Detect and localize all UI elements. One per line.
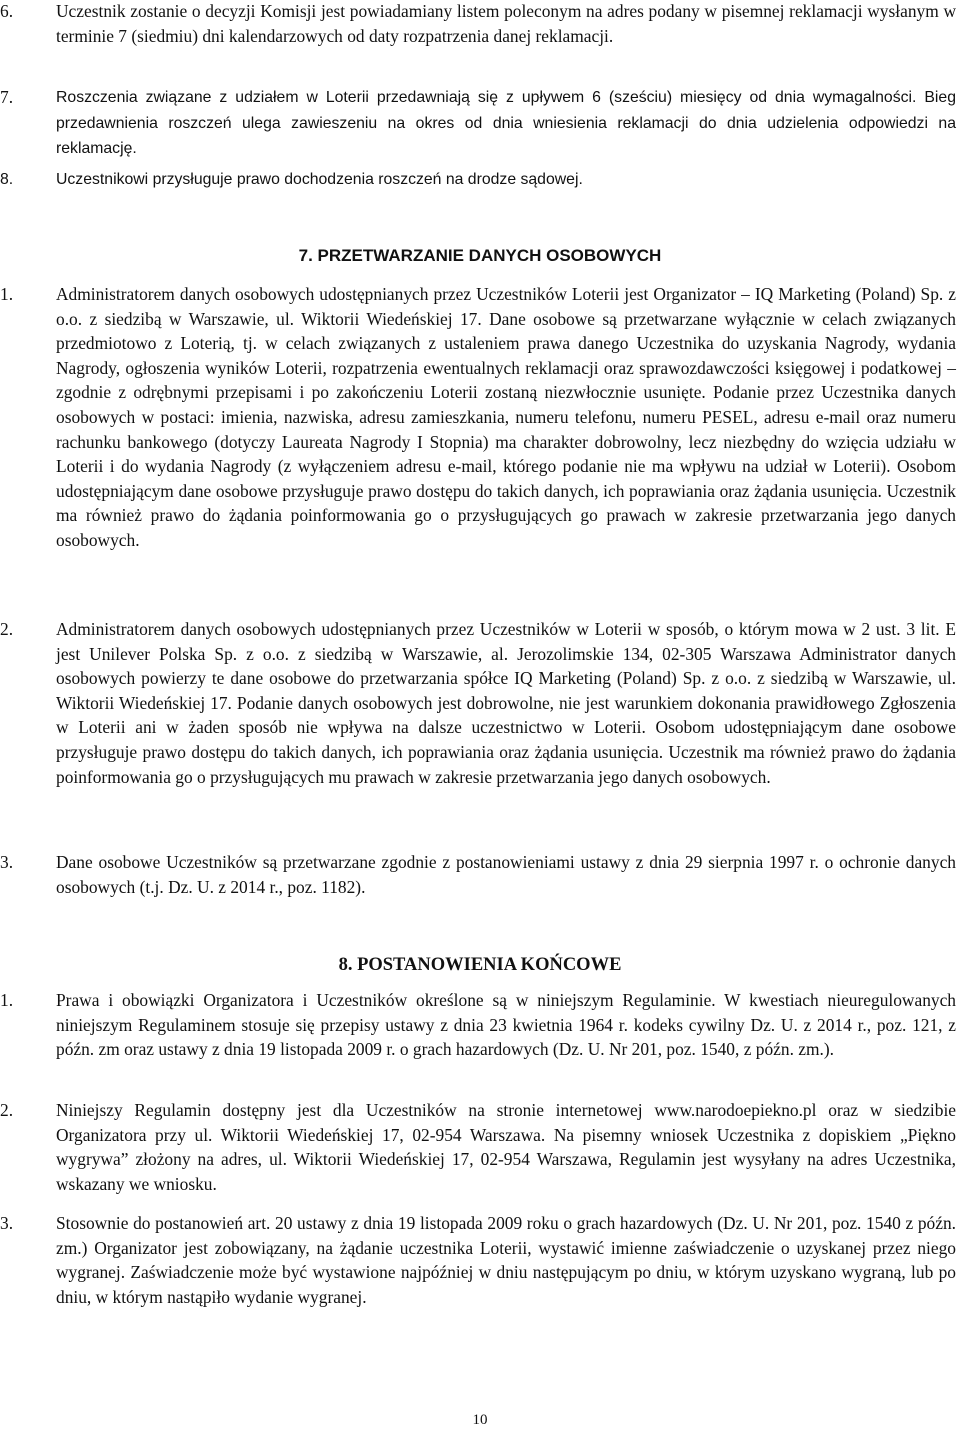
item-number: 3. (0, 852, 14, 872)
list-item (0, 168, 956, 193)
list-item (0, 1211, 956, 1309)
list-item (0, 282, 956, 553)
item-number: 8. (0, 171, 14, 188)
item-number: 1. (0, 284, 14, 304)
item-text: Prawa i obowiązki Organizatora i Uczestników określone są w niniejszym Regulaminie. W kwestiach nieuregulowanych niniejszym Regulaminem stosuje się przepisy ustawy z dnia 23 kwietnia 1964 r. kodeks cywilny Dz. U. z 2014 r., poz. 121, z późn. zm oraz ustawy z dnia 19 listopada 2009 r. o grach hazardowych (Dz. U. Nr 201, poz. 1540, z późn. zm.). (56, 990, 956, 1060)
item-text: Administratorem danych osobowych udostępnianych przez Uczestników w Loterii w sposób, o którym mowa w 2 ust. 3 lit. E jest Unilever Polska Sp. z o.o. z siedzibą w Warszawie, al. Jerozolimskie 134, 02-305 Warszawa Administrator danych osobowych powierzy te dane osobowe do przetwarzania spółce IQ Marketing (Poland) Sp. z o.o. z siedzibą w Warszawie, ul. Wiktorii Wiedeńskiej 17. Podanie danych osobowych jest dobrowolne, nie jest warunkiem dokonania prawidłowego Zgłoszenia w Loterii ani w żaden sposób nie wpływa na dalsze uczestnictwo w Loterii. Osobom udostępniającym dane osobowe przysługuje prawo dostępu do takich danych, ich poprawiania oraz żądania usunięcia. Uczestnik ma również prawo do żądania poinformowania go o przysługujących mu prawach w zakresie przetwarzania jego danych osobowych. (56, 619, 956, 787)
page-number: 10 (472, 1412, 488, 1428)
item-number: 2. (0, 1100, 14, 1120)
list-item (0, 1098, 956, 1196)
item-number: 3. (0, 1213, 14, 1233)
list-item (0, 85, 956, 162)
item-text: Stosownie do postanowień art. 20 ustawy z dnia 19 listopada 2009 roku o grach hazardowych (Dz. U. Nr 201, poz. 1540 z późn. zm.) Organizator jest zobowiązany, na żądanie uczestnika Loterii, wystawić imienne zaświadczenie o uzyskanej przez niego wygranej. Zaświadczenie może być wystawione najpóźniej w dniu następującym po dniu, w którym uzyskano wygraną, lub po dniu, w którym nastąpiło wydanie wygranej. (56, 1213, 956, 1307)
section-heading: 7. PRZETWARZANIE DANYCH OSOBOWYCH (298, 246, 662, 265)
item-text: Uczestnik zostanie o decyzji Komisji jest powiadamiany listem poleconym na adres podany w pisemnej reklamacji wysłanym w terminie 7 (siedmiu) dni kalendarzowych od daty rozpatrzenia danej reklamacji. (56, 1, 956, 46)
item-text: Administratorem danych osobowych udostępnianych przez Uczestników Loterii jest Organizator – IQ Marketing (Poland) Sp. z o.o. z siedzibą w Warszawie, ul. Wiktorii Wiedeńskiej 17. Dane osobowe są przetwarzane wyłącznie w celach związanych przedmiotowo z Loterią, tj. w celach związanych z ustaleniem prawa danego Uczestnika do uzyskania Nagrody, wydania Nagrody, ogłoszenia wyników Loterii, rozpatrzenia ewentualnych reklamacji oraz sprawozdawczości księgowej i podatkowej – zgodnie z odrębnymi przepisami i po zakończeniu Loterii zostaną niezwłocznie usunięte. Podanie przez Uczestnika danych osobowych w postaci: imienia, nazwiska, adresu zamieszkania, numeru telefonu, numeru PESEL, adresu e-mail oraz numeru rachunku bankowego (dotyczy Laureata Nagrody I Stopnia) ma charakter dobrowolny, lecz niezbędny do wzięcia udziału w Loterii i do wydania Nagrody (z wyłączeniem adresu e-mail, którego podanie nie ma wpływu na udział w Loterii). Osobom udostępniającym dane osobowe przysługuje prawo dostępu do takich danych, ich poprawiania oraz żądania usunięcia. Uczestnik ma również prawo do żądania poinformowania go o przysługujących go prawach w zakresie przetwarzania jego danych osobowych. (56, 284, 956, 550)
item-number: 1. (0, 990, 14, 1010)
item-text: Niniejszy Regulamin dostępny jest dla Uczestników na stronie internetowej www.narodoepiekno.pl oraz w siedzibie Organizatora przy ul. Wiktorii Wiedeńskiej 17, 02-954 Warszawa. Na pisemny wniosek Uczestnika z dopiskiem „Piękno wygrywa” złożony na adres, ul. Wiktorii Wiedeńskiej 17, 02-954 Warszawa, Regulamin jest wysyłany na adres Uczestnika, wskazany we wniosku. (56, 1100, 956, 1194)
item-number: 7. (0, 87, 14, 107)
section-heading: 8. POSTANOWIENIA KOŃCOWE (338, 955, 622, 975)
list-item (0, 850, 956, 899)
item-number: 2. (0, 619, 14, 639)
item-text: Roszczenia związane z udziałem w Loterii przedawniają się z upływem 6 (sześciu) miesięcy od dnia wymagalności. Bieg przedawnienia roszczeń ulega zawieszeniu na okres od dnia wniesienia reklamacji do dnia udzielenia odpowiedzi na reklamację. (56, 89, 956, 157)
list-item (0, 0, 956, 48)
list-item (0, 988, 956, 1062)
item-text: Dane osobowe Uczestników są przetwarzane zgodnie z postanowieniami ustawy z dnia 29 sierpnia 1997 r. o ochronie danych osobowych (t.j. Dz. U. z 2014 r., poz. 1182). (56, 852, 956, 897)
item-text: Uczestnikowi przysługuje prawo dochodzenia roszczeń na drodze sądowej. (56, 171, 583, 188)
list-item (0, 617, 956, 789)
item-number: 6. (0, 1, 14, 21)
